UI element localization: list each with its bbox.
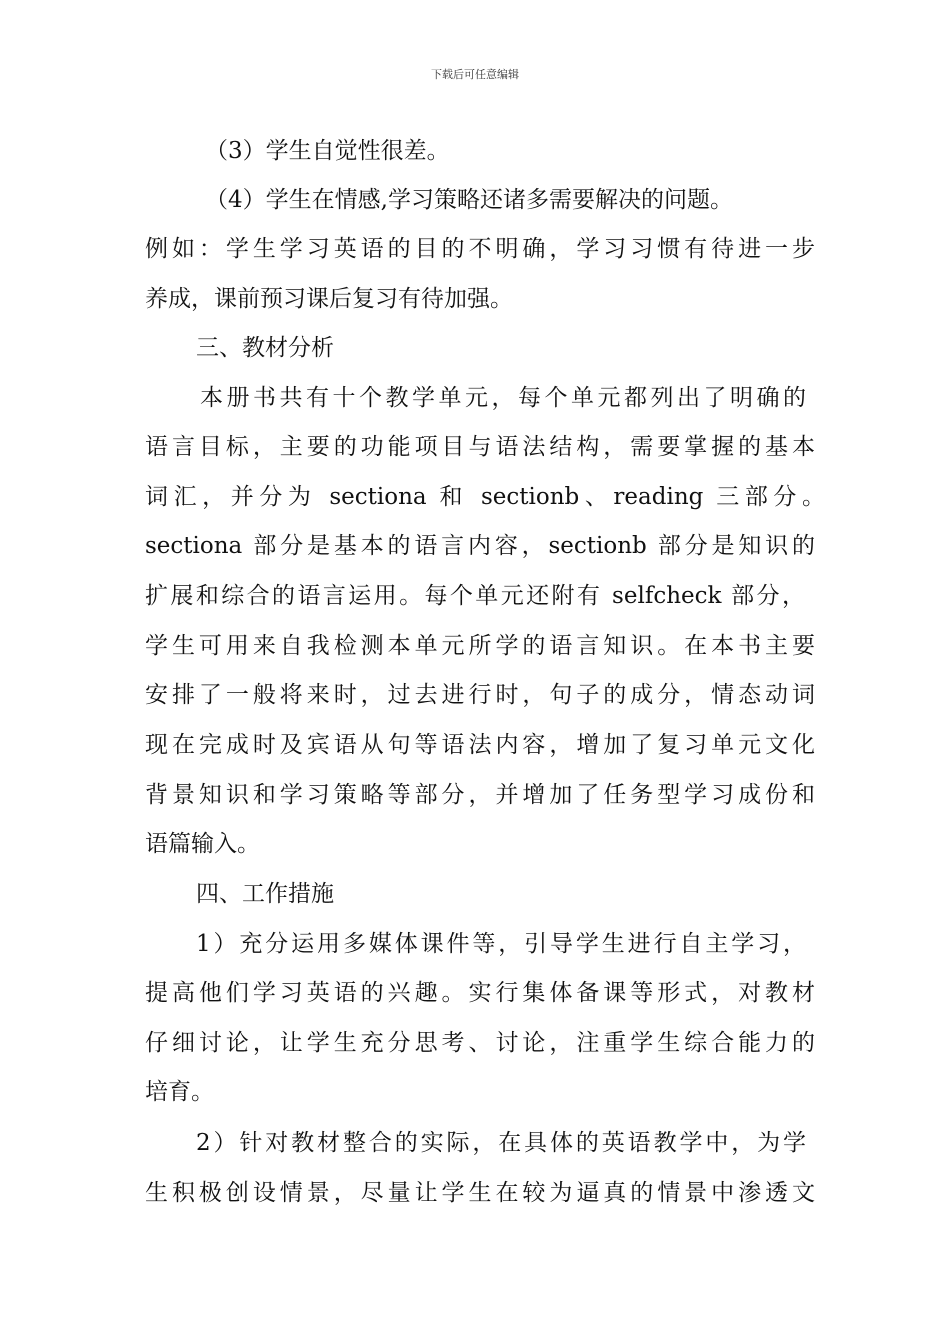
text-line: 安排了一般将来时，过去进行时，句子的成分，情态动词 bbox=[145, 682, 815, 708]
text-line: 1）充分运用多媒体课件等，引导学生进行自主学习， bbox=[196, 931, 806, 957]
page-header: 下载后可任意编辑 bbox=[431, 68, 519, 81]
text-line: （3）学生自觉性很差。 bbox=[205, 138, 450, 164]
text-line: 词汇，并分为 sectiona 和 sectionb、reading 三部分。 bbox=[145, 484, 825, 510]
section-heading: 四、工作措施 bbox=[196, 881, 334, 907]
text-line: 培育。 bbox=[145, 1079, 214, 1105]
text-line: 语言目标，主要的功能项目与语法结构，需要掌握的基本 bbox=[145, 434, 815, 460]
text-line: 语篇输入。 bbox=[145, 831, 260, 857]
text-line: 扩展和综合的语言运用。每个单元还附有 selfcheck 部分， bbox=[145, 583, 805, 609]
text-line: 现在完成时及宾语从句等语法内容，增加了复习单元文化 bbox=[145, 732, 815, 758]
text-line: （4）学生在情感,学习策略还诸多需要解决的问题。 bbox=[205, 187, 733, 213]
text-line: 仔细讨论，让学生充分思考、讨论，注重学生综合能力的 bbox=[145, 1030, 815, 1056]
text-line: 养成，课前预习课后复习有待加强。 bbox=[145, 286, 513, 312]
text-line: 生积极创设情景，尽量让学生在较为逼真的情景中渗透文 bbox=[145, 1180, 815, 1206]
section-heading: 三、教材分析 bbox=[196, 335, 334, 361]
text-line: 学生可用来自我检测本单元所学的语言知识。在本书主要 bbox=[145, 633, 815, 659]
text-line: 提高他们学习英语的兴趣。实行集体备课等形式，对教材 bbox=[145, 980, 815, 1006]
text-line: 2）针对教材整合的实际，在具体的英语教学中，为学 bbox=[196, 1130, 806, 1156]
text-line: 本册书共有十个教学单元，每个单元都列出了明确的 bbox=[200, 385, 806, 411]
text-line: 例如：学生学习英语的目的不明确，学习习惯有待进一步 bbox=[145, 236, 815, 262]
text-line: 背景知识和学习策略等部分，并增加了任务型学习成份和 bbox=[145, 782, 815, 808]
text-line: sectiona 部分是基本的语言内容，sectionb 部分是知识的 bbox=[145, 533, 815, 559]
